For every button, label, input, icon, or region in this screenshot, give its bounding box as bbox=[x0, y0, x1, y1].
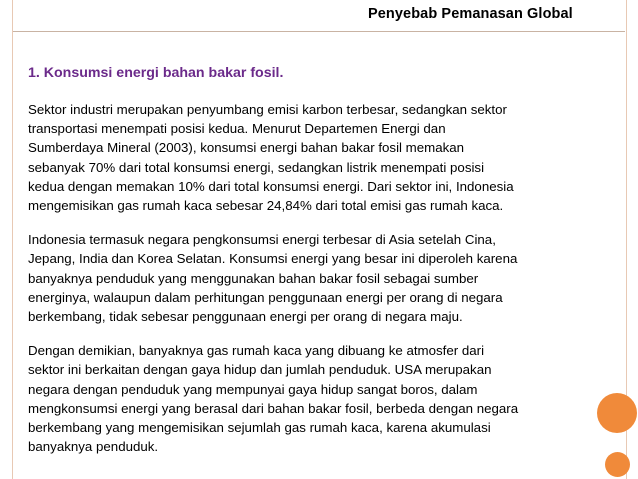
text-line: Indonesia termasuk negara pengkonsumsi energi terbesar di Asia setelah Cina, bbox=[28, 232, 496, 248]
decorative-circle-large bbox=[597, 393, 637, 433]
text-line: mengemisikan gas rumah kaca sebesar 24,84% dari total emisi gas rumah kaca. bbox=[28, 198, 504, 214]
slide-title: Penyebab Pemanasan Global bbox=[368, 6, 573, 22]
text-line: Jepang, India dan Korea Selatan. Konsumsi energi yang besar ini diperoleh karena bbox=[28, 251, 518, 267]
text-line: sebanyak 70% dari total konsumsi energi, sedangkan listrik menempati posisi bbox=[28, 159, 485, 175]
text-line: energinya, walaupun dalam perhitungan penggunaan energi per orang di negara bbox=[28, 289, 503, 305]
text-line: berkembang, tidak sebesar penggunaan energi per orang di negara maju. bbox=[28, 309, 463, 325]
slide-frame bbox=[12, 0, 627, 479]
paragraph-2 bbox=[28, 230, 618, 326]
text-line: sektor ini berkaitan dengan gaya hidup dan jumlah penduduk. USA merupakan bbox=[28, 362, 492, 378]
text-line: mengkonsumsi energi yang berasal dari bahan bakar fosil, berbeda dengan negara bbox=[28, 400, 519, 416]
decorative-circle-small bbox=[605, 452, 630, 477]
section-heading: 1. Konsumsi energi bahan bakar fosil. bbox=[28, 65, 284, 81]
text-line: negara dengan penduduk yang mempunyai gaya hidup sangat boros, dalam bbox=[28, 381, 478, 397]
text-line: Sektor industri merupakan penyumbang emisi karbon terbesar, sedangkan sektor bbox=[28, 102, 507, 117]
text-line: Dengan demikian, banyaknya gas rumah kaca yang dibuang ke atmosfer dari bbox=[28, 343, 485, 359]
paragraph-3 bbox=[28, 341, 618, 456]
text-line: transportasi menempati posisi kedua. Menurut Departemen Energi dan bbox=[28, 121, 446, 137]
text-line: banyaknya penduduk. bbox=[28, 439, 159, 455]
text-line: Sumberdaya Mineral (2003), konsumsi energi bahan bakar fosil memakan bbox=[28, 140, 465, 156]
title-divider bbox=[13, 31, 625, 32]
paragraph-1 bbox=[28, 100, 618, 215]
text-line: kedua dengan memakan 10% dari total konsumsi energi. Dari sektor ini, Indonesia bbox=[28, 178, 514, 194]
text-line: banyaknya penduduk yang menggunakan bahan bakar fosil sebagai sumber bbox=[28, 270, 479, 286]
slide-body bbox=[28, 64, 618, 471]
text-line: berkembang yang mengemisikan sejumlah gas rumah kaca, karena akumulasi bbox=[28, 420, 491, 436]
